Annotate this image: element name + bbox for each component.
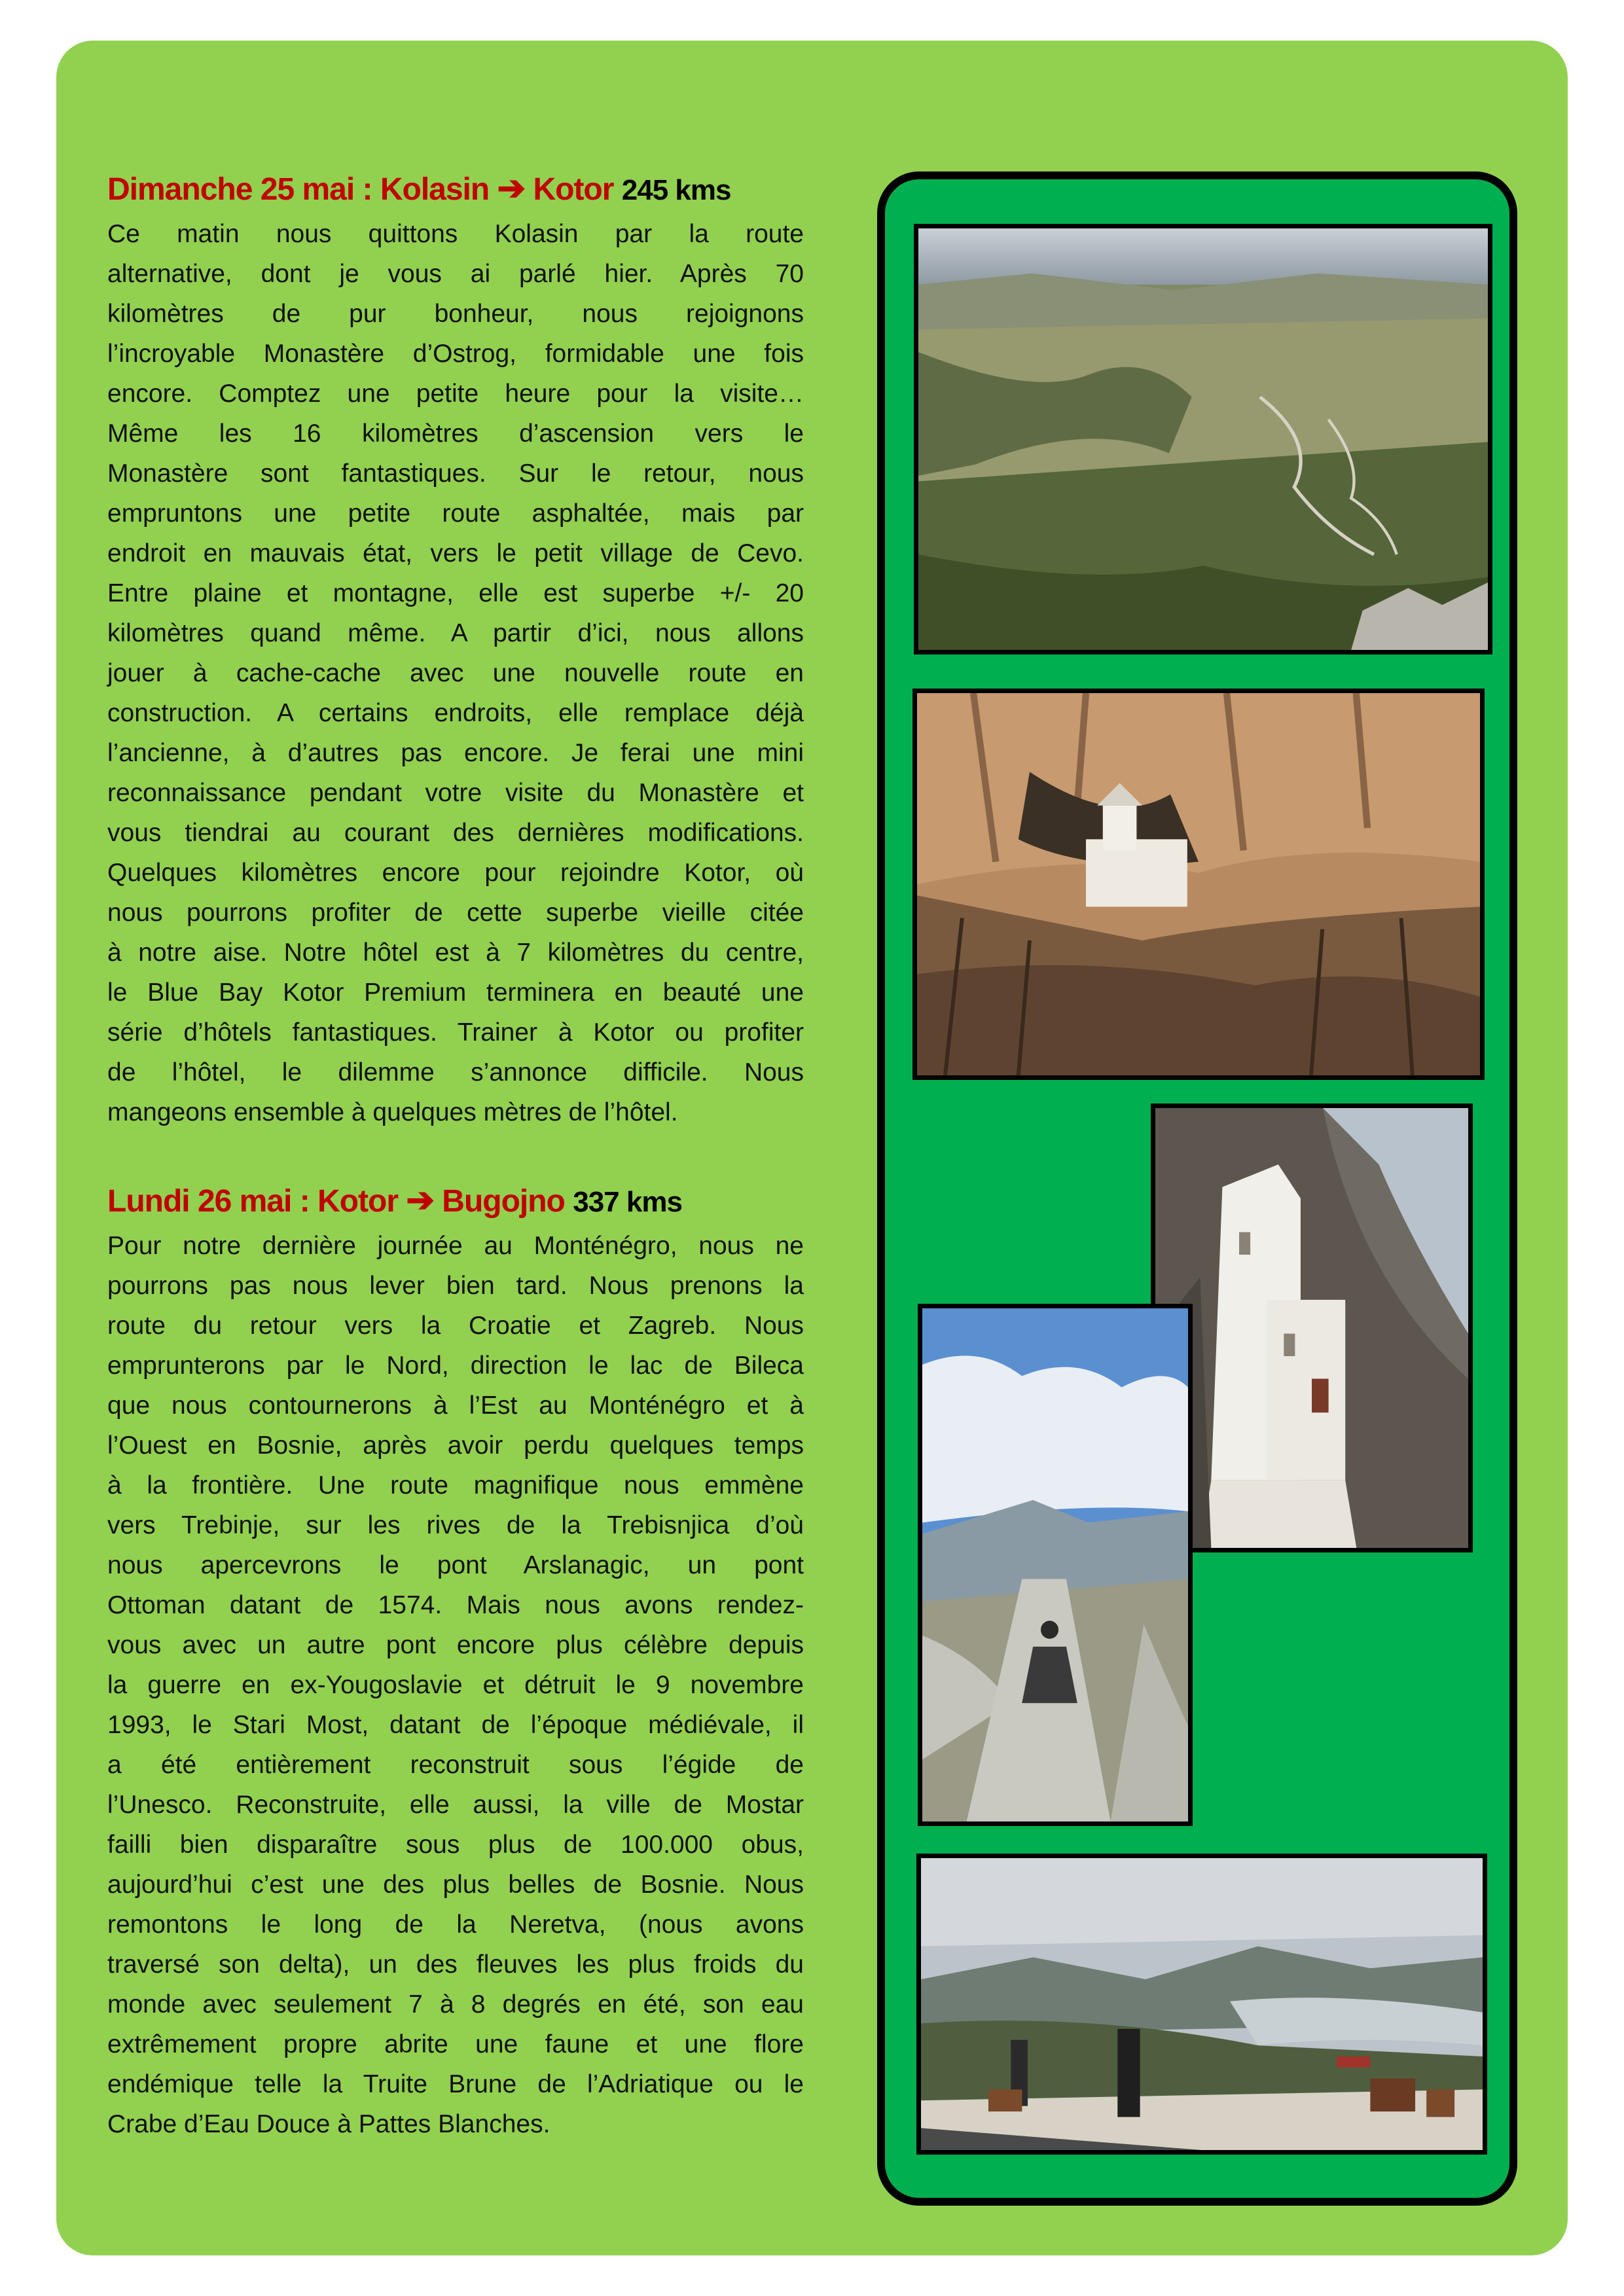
day2-text-line: 1993, le Stari Most, datant de l’époque médiévale, il (107, 1711, 804, 1739)
day1-heading-dest: Kotor (525, 172, 622, 207)
day2-text-line: a été entièrement reconstruit sous l’égide de (107, 1751, 804, 1779)
day1-text-line: construction. A certains endroits, elle remplace déjà (107, 699, 804, 727)
day2-text-line: Pour notre dernière journée au Monténégro, nous ne (107, 1232, 804, 1260)
day2-text-line: nous apercevrons le pont Arslanagic, un pont (107, 1551, 804, 1579)
arrow-right-icon: ➔ (497, 170, 526, 207)
day1-text-line: kilomètres de pur bonheur, nous rejoignons (107, 300, 804, 328)
arrow-right-icon: ➔ (406, 1181, 434, 1219)
day1-text-line: l’ancienne, à d’autres pas encore. Je ferai une mini (107, 739, 804, 767)
day2-text-line: endémique telle la Truite Brune de l’Adriatique ou le (107, 2070, 804, 2098)
day1-text-line: Même les 16 kilomètres d’ascension vers le (107, 420, 804, 448)
day2-text-line: vers Trebinje, sur les rives de la Trebisnjica d’où (107, 1511, 804, 1539)
day1-text-line: mangeons ensemble à quelques mètres de l’hôtel. (107, 1098, 678, 1126)
day2-heading-dest: Bugojno (433, 1184, 573, 1219)
day1-text-line: jouer à cache-cache avec une nouvelle route en (107, 659, 804, 687)
day1-text-line: Entre plaine et montagne, elle est superbe +/- 20 (107, 579, 804, 607)
day2-text-line: traversé son delta), un des fleuves les plus froids du (107, 1950, 804, 1979)
day2-text-line: l’Ouest en Bosnie, après avoir perdu quelques temps (107, 1431, 804, 1460)
day1-text-line: Monastère sont fantastiques. Sur le retour, nous (107, 459, 804, 488)
day2-text-line: Crabe d’Eau Douce à Pattes Blanches. (107, 2110, 550, 2138)
day2-text-line: pourrons pas nous lever bien tard. Nous prenons la (107, 1272, 804, 1300)
day1-text-line: le Blue Bay Kotor Premium terminera en beauté une (107, 978, 804, 1007)
day1-heading (107, 165, 804, 214)
day2-text-line: à la frontière. Une route magnifique nous emmène (107, 1471, 804, 1499)
day1-text-line: vous tiendrai au courant des dernières modifications. (107, 819, 804, 847)
day2-text-line: remontons le long de la Neretva, (nous avons (107, 1910, 804, 1939)
day1-text-line: empruntons une petite route asphaltée, mais par (107, 499, 804, 528)
day2-heading-prefix: Lundi 26 mai : Kotor (107, 1184, 406, 1219)
day2-text-line: emprunterons par le Nord, direction le lac de Bileca (107, 1352, 804, 1380)
day2-text-line: l’Unesco. Reconstruite, elle aussi, la ville de Mostar (107, 1791, 804, 1819)
day1-text-line: de l’hôtel, le dilemme s’annonce difficile. Nous (107, 1058, 804, 1086)
day2-text-line: la guerre en ex-Yougoslavie et détruit le 9 novembre (107, 1671, 804, 1699)
photo-mountain-path (918, 1304, 1193, 1826)
photo-monastery-closeup (1151, 1103, 1473, 1552)
day2-text-line: monde avec seulement 7 à 8 degrés en été, son eau (107, 1990, 804, 2018)
day1-text-line: reconnaissance pendant votre visite du Monastère et (107, 779, 804, 807)
day1-text-line: alternative, dont je vous ai parlé hier. Après 70 (107, 260, 804, 288)
day1-text-line: kilomètres quand même. A partir d’ici, nous allons (107, 619, 804, 647)
day2-text-line: failli bien disparaître sous plus de 100.000 obus, (107, 1831, 804, 1859)
day2-text-line: Ottoman datant de 1574. Mais nous avons rendez- (107, 1591, 804, 1619)
day2-text-line: aujourd’hui c’est une des plus belles de Bosnie. Nous (107, 1871, 804, 1899)
day2-text-line: que nous contournerons à l’Est au Monténégro et à (107, 1391, 804, 1420)
day1-text-line: série d’hôtels fantastiques. Trainer à Kotor ou profiter (107, 1018, 804, 1047)
day1-distance: 245 kms (621, 174, 731, 206)
day1-text-line: Ce matin nous quittons Kolasin par la route (107, 220, 804, 248)
day1-heading-prefix: Dimanche 25 mai : Kolasin (107, 172, 497, 207)
day2-paragraph (107, 1226, 804, 2144)
day2-text-line: route du retour vers la Croatie et Zagreb. Nous (107, 1312, 804, 1340)
day1-text-line: encore. Comptez une petite heure pour la visite… (107, 380, 804, 408)
photo-ostrog-monastery (912, 689, 1485, 1080)
day1-text-line: nous pourrons profiter de cette superbe vieille citée (107, 899, 804, 927)
day1-text-line: endroit en mauvais état, vers le petit village de Cevo. (107, 539, 804, 567)
photo-mountain-valley (914, 224, 1492, 655)
photo-lake-terrace (916, 1854, 1487, 2155)
day1-text-line: à notre aise. Notre hôtel est à 7 kilomètres du centre, (107, 939, 804, 967)
day1-paragraph (107, 214, 804, 1132)
day1-text-line: Quelques kilomètres encore pour rejoindre Kotor, où (107, 859, 804, 887)
day2-text-line: vous avec un autre pont encore plus célèbre depuis (107, 1631, 804, 1659)
day2-section (107, 1177, 804, 2144)
day1-text-line: l’incroyable Monastère d’Ostrog, formidable une fois (107, 340, 804, 368)
day1-section (107, 165, 804, 1132)
day2-distance: 337 kms (573, 1186, 682, 1218)
day2-heading (107, 1177, 804, 1226)
day2-text-line: extrêmement propre abrite une faune et une flore (107, 2030, 804, 2058)
